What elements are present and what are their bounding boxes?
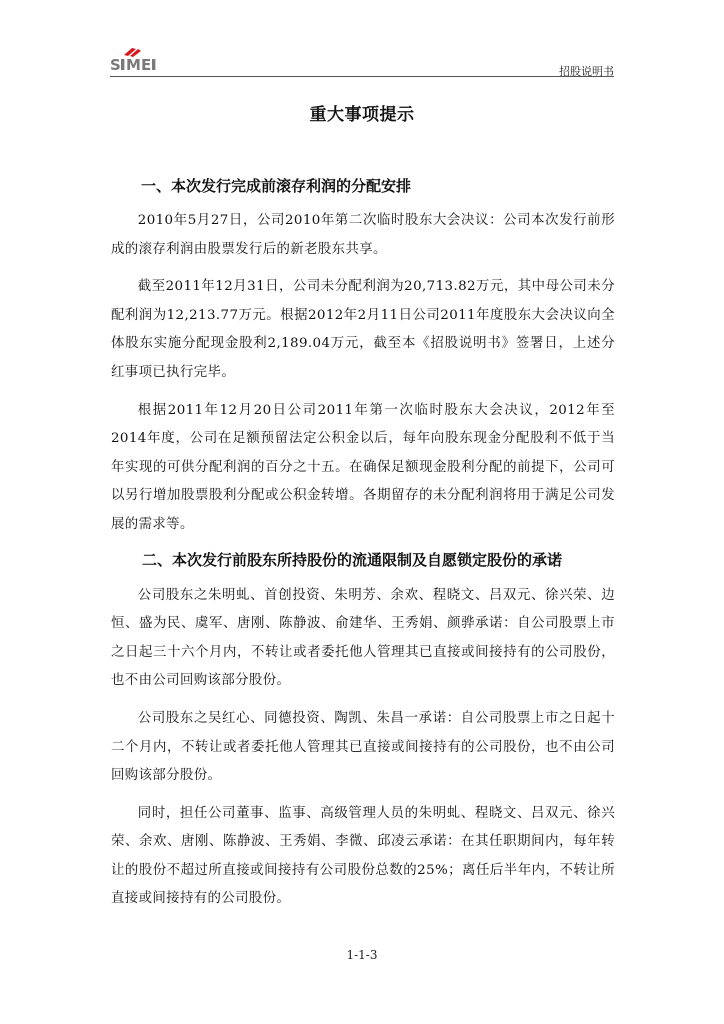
page-title: 重大事项提示	[309, 105, 415, 125]
simei-logo	[110, 46, 174, 72]
header-divider	[110, 76, 614, 77]
page-header	[110, 46, 614, 76]
svg-text:M: M	[126, 56, 141, 72]
section-2-paragraph-3: 同时，担任公司董事、监事、高级管理人员的朱明虬、程晓文、吕双元、徐兴荣、余欢、唐刚、陈静波、王秀娟、李微、邱凌云承诺：在其任职期间内，每年转让的股份不超过所直接或间接持有公司股份总数的25%；离任后半年内，不转让所直接或间接持有的公司股份。	[111, 805, 615, 907]
svg-text:S: S	[110, 56, 121, 72]
header-document-name: 招股说明书	[559, 65, 614, 78]
section-1-paragraph-3: 根据2011年12月20日公司2011年第一次临时股东大会决议，2012年至2014年度，公司在足额预留法定公积金以后，每年向股东现金分配股利不低于当年实现的可供分配利润的百分之十五。在确保足额现金股利分配的前提下，公司可以另行增加股票股利分配或公积金转增。各期留存的未分配利润将用于满足公司发展的需求等。	[111, 402, 615, 532]
document-body	[111, 175, 615, 923]
section-heading-1: 一、本次发行完成前滚存利润的分配安排	[141, 177, 412, 195]
section-heading-2: 二、本次发行前股东所持股份的流通限制及自愿锁定股份的承诺	[142, 550, 563, 569]
svg-text:E: E	[141, 56, 151, 72]
page-number: 1-1-3	[346, 948, 378, 962]
section-2-paragraph-1: 公司股东之朱明虬、首创投资、朱明芳、余欢、程晓文、吕双元、徐兴荣、边恒、盛为民、虞军、唐刚、陈静波、俞建华、王秀娟、颜骅承诺：自公司股票上市之日起三十六个月内，不转让或者委托他人管理其已直接或间接持有的公司股份，也不由公司回购该部分股份。	[111, 587, 615, 689]
section-2-paragraph-2: 公司股东之吴红心、同德投资、陶凯、朱昌一承诺：自公司股票上市之日起十二个月内，不转让或者委托他人管理其已直接或间接持有的公司股份，也不由公司回购该部分股份。	[111, 710, 615, 784]
section-1-paragraph-2: 截至2011年12月31日，公司未分配利润为20,713.82万元，其中母公司未分配利润为12,213.77万元。根据2012年2月11日公司2011年度股东大会决议向全体股东实施分配现金股利2,189.04万元，截至本《招股说明书》签署日，上述分红事项已执行完毕。	[111, 279, 615, 380]
section-1-paragraph-1: 2010年5月27日，公司2010年第二次临时股东大会决议：公司本次发行前形成的滚存利润由股票发行后的新老股东共享。	[111, 213, 615, 257]
